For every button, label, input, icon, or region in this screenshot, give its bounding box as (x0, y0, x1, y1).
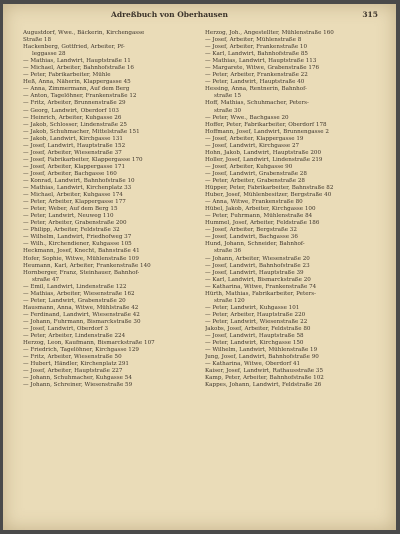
directory-entry-line: Heckmann, Josef, Knecht, Bahnstraße 41 (23, 248, 140, 255)
directory-entry-line: Hoffmann, Josef, Landwirt, Brunnengasse 2 (205, 128, 329, 135)
directory-entry-line: — Peter, Landwirt, Kuhgasse 101 (205, 304, 300, 311)
directory-entry-line: — Heinrich, Arbeiter, Kuhgasse 26 (23, 114, 122, 121)
directory-entry-line: straße 36 (214, 248, 242, 255)
directory-entry-line: — Josef, Arbeiter, Klappergasse 19 (205, 135, 304, 142)
directory-entry-line: — Josef, Landwirt, Hauptstraße 152 (23, 142, 126, 149)
directory-entry-line: Hofer, Sophie, Witwe, Mühlenstraße 109 (23, 255, 139, 262)
directory-entry-line: leggasse 28 (32, 51, 66, 58)
directory-entry-line: — Emil, Landwirt, Lindenstraße 122 (23, 283, 127, 290)
directory-entry-line: — Peter, Arbeiter, Klappergasse 177 (23, 199, 126, 206)
directory-entry-line: — Michael, Arbeiter, Bahnhofstraße 16 (23, 65, 134, 72)
directory-entry-line: — Peter, Landwirt, Neuweg 110 (23, 213, 114, 220)
directory-entry-line: Straße 18 (23, 37, 52, 44)
directory-entry-line: — Johann, Schreiner, Wiesenstraße 59 (23, 382, 133, 389)
directory-entry-line: — Josef, Landwirt, Hauptstraße 58 (205, 333, 304, 340)
directory-entry-line: — Jakob, Landwirt, Kirchgasse 131 (23, 135, 123, 142)
directory-entry-line: — Josef, Arbeiter, Kuhgasse 90 (205, 163, 293, 170)
directory-entry-line: — Johann, Fuhrmann, Bismarckstraße 30 (23, 318, 141, 325)
directory-entry-line: — Wilh., Kirchendiener, Kuhgasse 105 (23, 241, 132, 248)
directory-entry-line: — Katharina, Witwe, Frankenstraße 74 (205, 283, 317, 290)
directory-entry-line: Jung, Josef, Landwirt, Bahnhofstraße 90 (205, 354, 319, 361)
directory-entry-line: — Josef, Arbeiter, Bachgasse 160 (23, 170, 117, 177)
directory-entry-line: Hohn, Jakob, Landwirt, Hauptstraße 200 (205, 149, 322, 156)
directory-entry-line: — Konrad, Landwirt, Bahnhofstraße 10 (23, 177, 135, 184)
right-column (205, 30, 377, 389)
directory-entry-line: — Mathias, Arbeiter, Wiesenstraße 162 (23, 290, 135, 297)
directory-entry-line: Hessing, Anna, Rentnerin, Bahnhof- (205, 86, 307, 93)
directory-entry-line: Holler, Josef, Landwirt, Lindenstraße 219 (205, 156, 323, 163)
directory-entry-line: — Peter, Fabrikarbeiter, Mühle (23, 72, 111, 79)
directory-entry-line: straße 120 (214, 297, 245, 304)
directory-entry-line: — Peter, Landwirt, Wiesenstraße 22 (205, 318, 308, 325)
directory-entry-line: — Peter, Arbeiter, Lindenstraße 224 (23, 333, 126, 340)
directory-entry-line: Hummel, Josef, Arbeiter, Feldstraße 186 (205, 220, 320, 227)
page-number: 315 (362, 10, 378, 19)
directory-entry-line: — Karl, Landwirt, Bahnhofstraße 85 (205, 51, 308, 58)
directory-entry-line: Hoffer, Peter, Fabrikarbeiter, Oberdorf 178 (205, 121, 327, 128)
directory-entry-line: — Mathias, Landwirt, Kirchenplatz 33 (23, 185, 132, 192)
directory-entry-line: Herzog, Joh., Angestellter, Mühlenstraße 160 (205, 30, 334, 36)
directory-entry-line: — Wilhelm, Landwirt, Mühlenstraße 19 (205, 347, 318, 354)
directory-entry-line: — Josef, Landwirt, Hauptstraße 39 (205, 269, 304, 276)
directory-entry-line: — Peter, Arbeiter, Grabenstraße 200 (23, 220, 127, 227)
directory-entry-line: — Katharina, Witwe, Oberdorf 41 (205, 361, 301, 368)
directory-entry-line: — Karl, Landwirt, Bismarckstraße 20 (205, 276, 311, 283)
directory-entry-line: Huber, Josef, Mühlenbesitzer, Bergstraße 40 (205, 192, 332, 199)
directory-entry-line: straße 47 (32, 276, 60, 283)
directory-entry-line: — Peter, Arbeiter, Frankenstraße 22 (205, 72, 308, 79)
directory-entry-line: — Johann, Arbeiter, Wiesenstraße 20 (205, 255, 310, 262)
directory-entry-line: — Josef, Arbeiter, Klappergasse 171 (23, 163, 126, 170)
directory-entry-line: — Peter, Landwirt, Kirchgasse 150 (205, 340, 304, 347)
directory-entry-line: Hübel, Jakob, Arbeiter, Kirchgasse 100 (205, 206, 316, 213)
directory-entry-line: — Fritz, Arbeiter, Brunnenstraße 29 (23, 100, 126, 107)
directory-entry-line: Jakobs, Josef, Arbeiter, Feldstraße 80 (205, 325, 311, 332)
left-column (23, 30, 195, 389)
directory-entry-line: — Wilhelm, Landwirt, Friedhofweg 37 (23, 234, 132, 241)
directory-entry-line: Hüpper, Peter, Fabrikarbeiter, Bahnstraße 82 (205, 185, 334, 192)
directory-entry-line: — Josef, Arbeiter, Hauptstraße 227 (23, 368, 123, 375)
directory-entry-line: Kaiser, Josef, Landwirt, Rathausstraße 35 (205, 368, 324, 375)
directory-entry-line: — Peter, Fuhrmann, Mühlenstraße 84 (205, 213, 313, 220)
directory-entry-line: Kamp, Peter, Arbeiter, Bahnhofstraße 102 (205, 375, 324, 382)
directory-page (3, 4, 396, 530)
directory-entry-line: Hausmann, Anna, Witwe, Mühlstraße 42 (23, 304, 139, 311)
directory-entry-line: Hackenberg, Gottfried, Arbeiter, Pf- (23, 44, 125, 51)
directory-entry-line: Hund, Johann, Schneider, Bahnhof- (205, 241, 305, 248)
directory-entry-line: — Josef, Landwirt, Bahnhofstraße 23 (205, 262, 310, 269)
directory-entry-line: — Josef, Landwirt, Oberdorf 3 (23, 325, 109, 332)
directory-entry-line: — Peter, Arbeiter, Grabenstraße 28 (205, 177, 305, 184)
directory-entry-line: — Anton, Tagelöhner, Frankenstraße 12 (23, 93, 137, 100)
directory-entry-line: Augustdorf, Wwe., Bäckerin, Kirchengasse (23, 30, 145, 36)
directory-entry-line: — Ferdinand, Landwirt, Wiesenstraße 42 (23, 311, 140, 318)
directory-entry-line: — Josef, Arbeiter, Mühlenstraße 8 (205, 37, 302, 44)
directory-entry-line: Heß, Anna, Näherin, Klappergasse 45 (23, 79, 131, 86)
directory-entry-line: — Mathias, Landwirt, Hauptstraße 113 (205, 58, 317, 65)
directory-entry-line: — Peter, Landwirt, Hauptstraße 40 (205, 79, 305, 86)
directory-entry-line: Hoff, Mathias, Schuhmacher, Peters- (205, 100, 309, 107)
directory-entry-line: — Hubert, Händler, Kirchenplatz 291 (23, 361, 129, 368)
directory-entry-line: Kappes, Johann, Landwirt, Feldstraße 26 (205, 382, 322, 389)
directory-entry-line: — Michael, Arbeiter, Kuhgasse 174 (23, 192, 123, 199)
page-header (21, 10, 378, 22)
directory-entry-line: — Peter, Landwirt, Grabenstraße 20 (23, 297, 126, 304)
directory-entry-line: — Friedrich, Tagelöhner, Kirchgasse 129 (23, 347, 139, 354)
directory-entry-line: — Josef, Fabrikarbeiter, Klappergasse 170 (23, 156, 143, 163)
directory-entry-line: straße 15 (214, 93, 242, 100)
directory-entry-line: — Peter, Weber, Auf dem Berg 15 (23, 206, 118, 213)
running-title: Adreßbuch von Oberhausen (111, 10, 228, 19)
directory-entry-line: — Peter, Arbeiter, Hauptstraße 220 (205, 311, 306, 318)
directory-entry-line: — Jakob, Schlosser, Lindenstraße 25 (23, 121, 127, 128)
directory-entry-line: — Anna, Witwe, Frankenstraße 80 (205, 199, 303, 206)
directory-entry-line: — Johann, Schuhmacher, Kuhgasse 54 (23, 375, 132, 382)
directory-entry-line: — Anna, Zimmermann, Auf dem Berg (23, 86, 130, 93)
directory-entry-line: — Jakob, Schuhmacher, Mittelstraße 151 (23, 128, 140, 135)
directory-entry-line: — Peter, Wwe., Bachgasse 20 (205, 114, 289, 121)
directory-entry-line: — Philipp, Arbeiter, Feldstraße 32 (23, 227, 120, 234)
directory-entry-line: — Fritz, Arbeiter, Wiesenstraße 50 (23, 354, 122, 361)
directory-entry-line: — Georg, Landwirt, Oberdorf 103 (23, 107, 119, 114)
directory-entry-line: straße 30 (214, 107, 242, 114)
directory-entry-line: — Josef, Landwirt, Kirchgasse 27 (205, 142, 300, 149)
directory-entry-line: — Josef, Landwirt, Bachgasse 36 (205, 234, 298, 241)
directory-entry-line: — Josef, Arbeiter, Frankenstraße 10 (205, 44, 308, 51)
directory-entry-line: — Mathias, Landwirt, Hauptstraße 11 (23, 58, 131, 65)
directory-entry-line: — Josef, Arbeiter, Wiesenstraße 37 (23, 149, 122, 156)
directory-entry-line: — Josef, Arbeiter, Bergstraße 32 (205, 227, 297, 234)
directory-entry-line: — Josef, Landwirt, Grabenstraße 28 (205, 170, 307, 177)
directory-entry-line: Hürth, Mathias, Fabrikarbeiter, Peters- (205, 290, 316, 297)
directory-entry-line: — Margarete, Witwe, Grabenstraße 176 (205, 65, 320, 72)
directory-entry-line: Herzog, Leon, Kaufmann, Bismarckstraße 107 (23, 340, 155, 347)
directory-entry-line: Hornberger, Franz, Steinhauer, Bahnhof- (23, 269, 140, 276)
directory-entry-line: Heumann, Karl, Arbeiter, Frankenstraße 140 (23, 262, 151, 269)
